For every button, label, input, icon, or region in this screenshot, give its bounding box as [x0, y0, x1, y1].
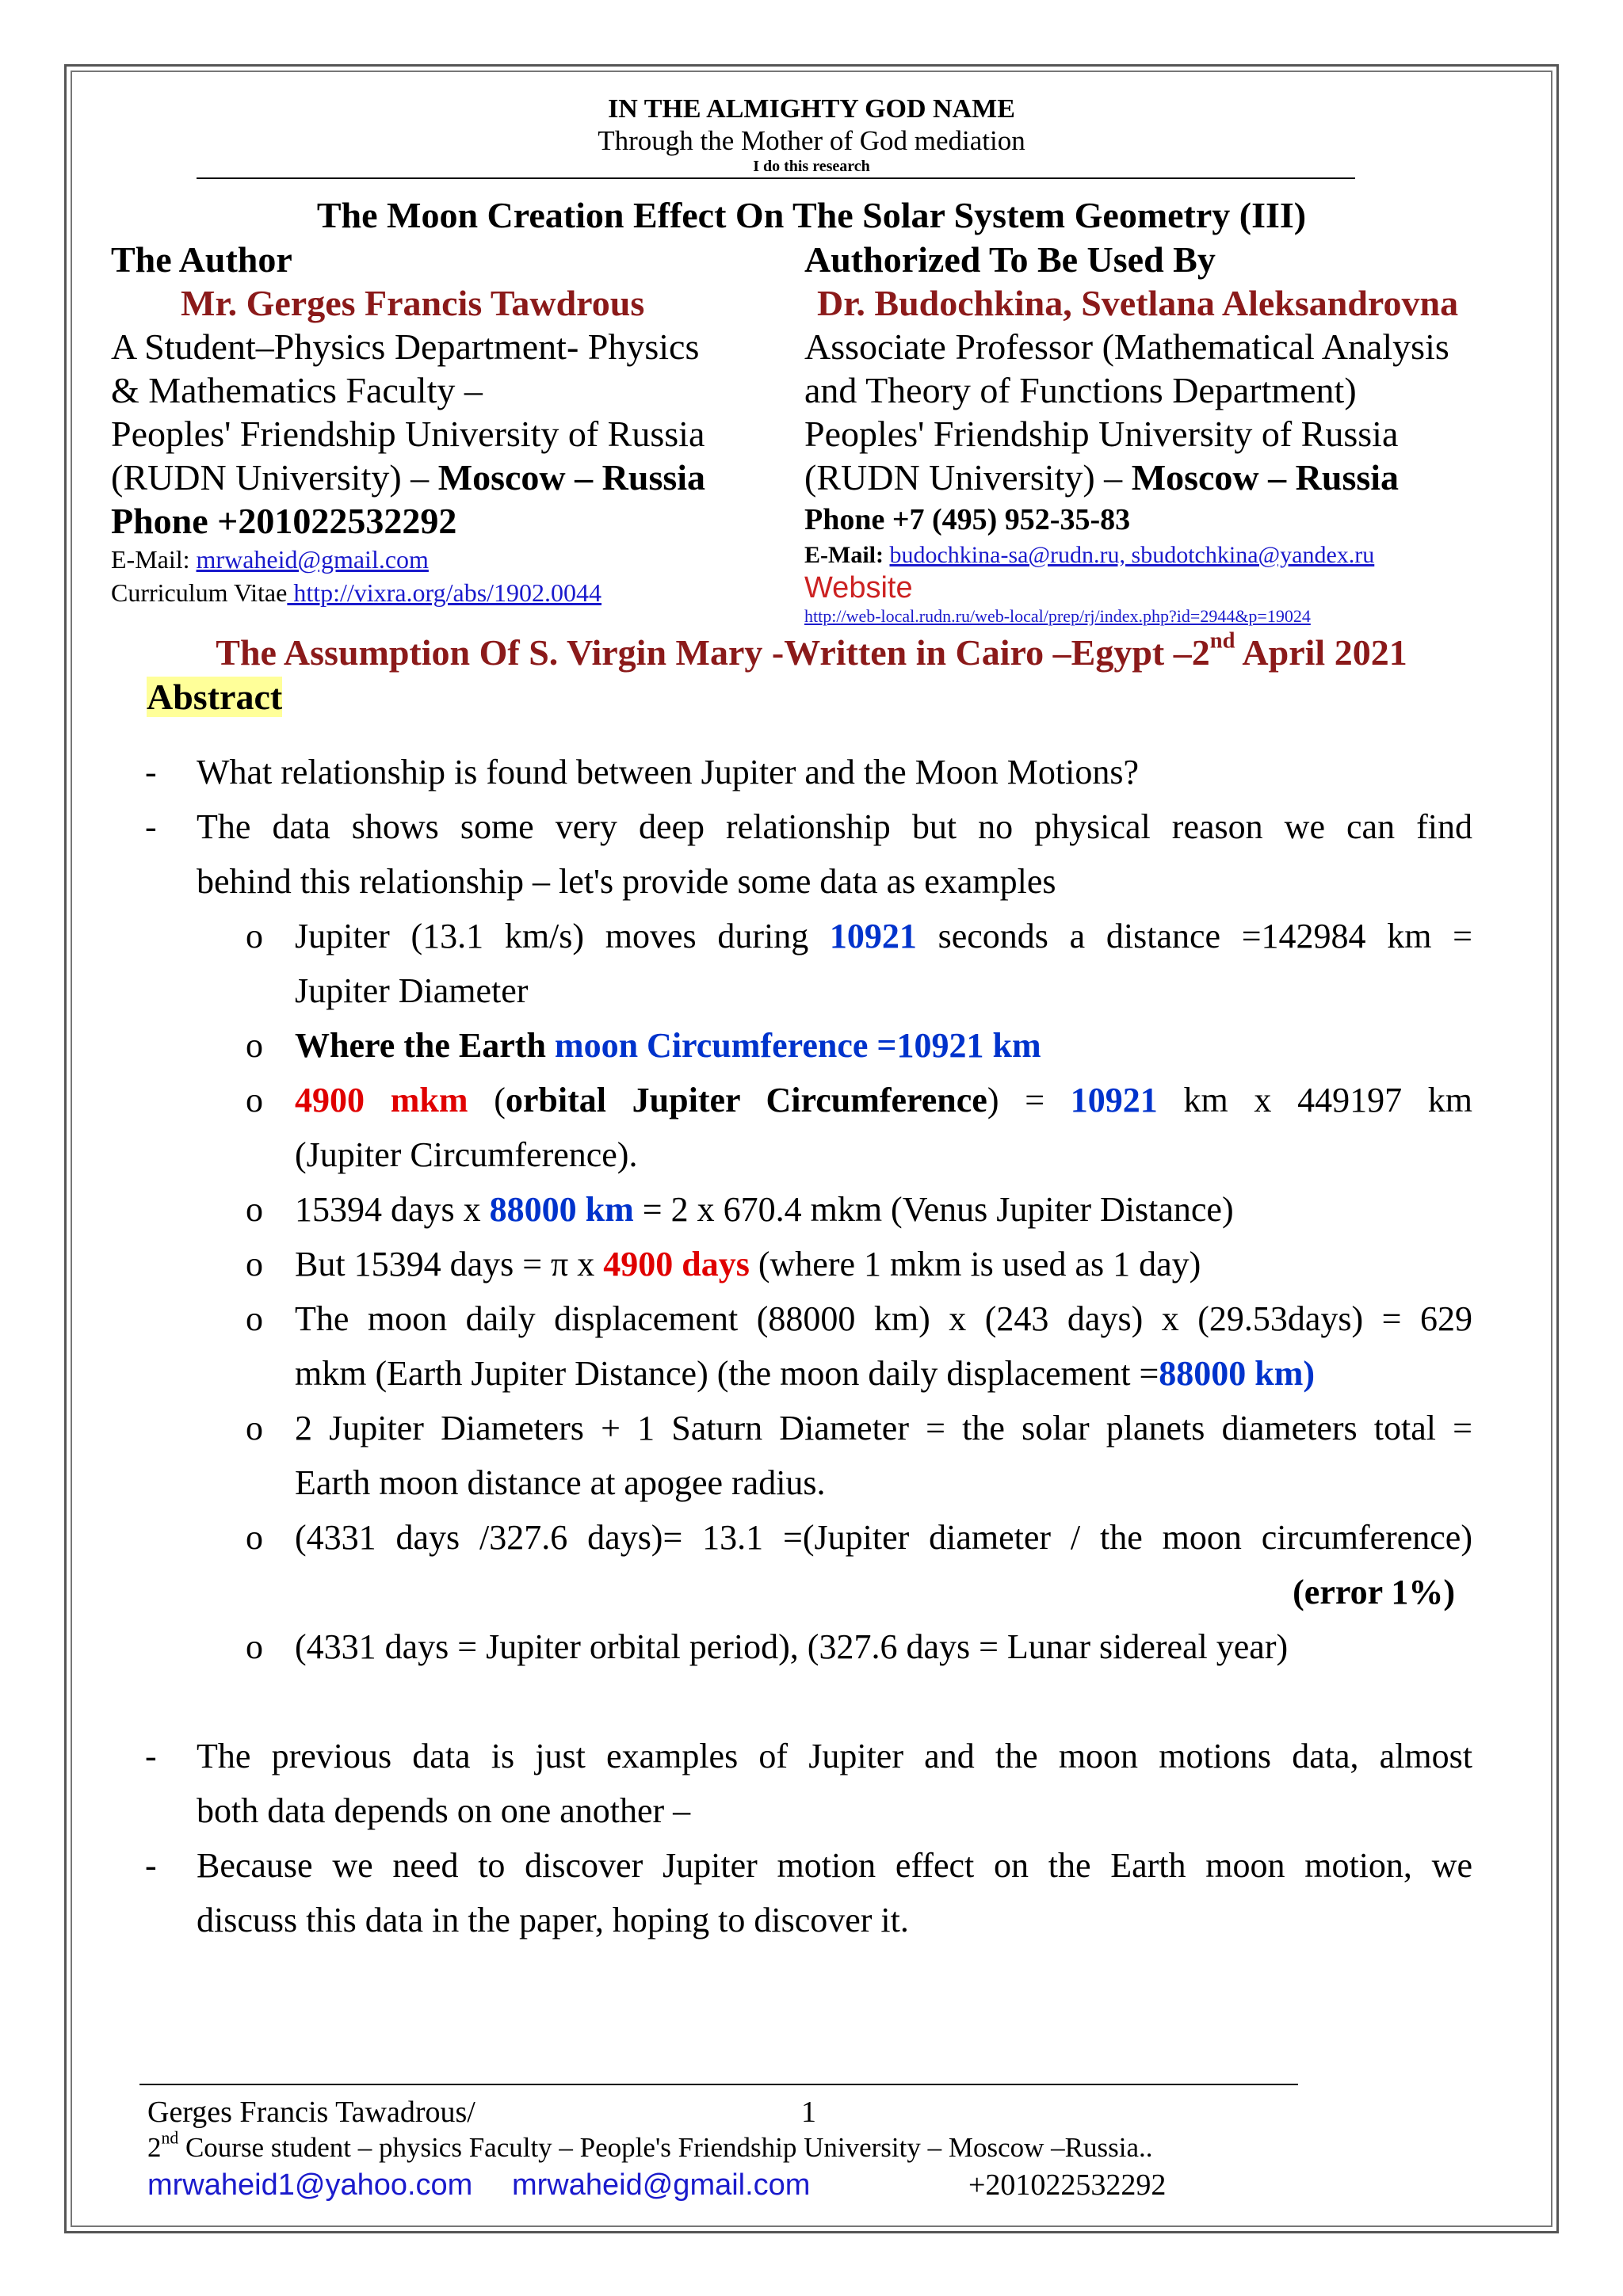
sub-4-text-a: 15394 days x [295, 1190, 490, 1229]
sub-item-9: (4331 days = Jupiter orbital period), (327.6 days = Lunar sidereal year) [295, 1627, 1289, 1666]
authorized-phone: Phone +7 (495) 952-35-83 [804, 503, 1131, 536]
sub-item-4 [295, 1182, 1472, 1237]
authorized-website-label: Website [804, 571, 913, 605]
dateline-month: April 2021 [1235, 632, 1407, 673]
bullet-2 [197, 799, 1472, 909]
author-affiliation-3: Peoples' Friendship University of Russia [111, 414, 705, 454]
sub-3-text-b: ( [468, 1081, 506, 1119]
author-email-link[interactable]: mrwaheid@gmail.com [196, 545, 429, 574]
footer-course-text: Course student – physics Faculty – People's Friendship University – Moscow –Russia.. [178, 2132, 1153, 2163]
authorized-website-link[interactable]: http://web-local.rudn.ru/web-local/prep/rj/index.php?id=2944&p=19024 [804, 606, 1311, 626]
author-affiliation-4 [111, 456, 753, 499]
sub-item-6-line-2 [295, 1346, 1472, 1401]
footer-rule [139, 2084, 1298, 2085]
circle-marker: o [246, 917, 263, 955]
bullet-3-line-1: The previous data is just examples of Jupiter and the moon motions data, almost [197, 1737, 1472, 1775]
sub-1-text-c: seconds a distance =142984 km = [916, 917, 1472, 955]
sub-item-7 [295, 1401, 1472, 1510]
authorized-affiliation-4 [804, 456, 1506, 499]
sub-2-text-a: Where the Earth [295, 1026, 555, 1065]
sub-item-8-error: (error 1%) [1293, 1573, 1455, 1611]
header-mediation: Through the Mother of God mediation [598, 125, 1025, 156]
header-rule [197, 177, 1355, 179]
sub-item-6-line-1: The moon daily displacement (88000 km) x (243 days) x (29.53days) = 629 [295, 1299, 1472, 1338]
sub-item-3-line-1 [295, 1073, 1472, 1127]
sub-6-text-a: mkm (Earth Jupiter Distance) (the moon daily displacement = [295, 1354, 1159, 1393]
circle-marker: o [246, 1026, 263, 1065]
author-affiliation-1: A Student–Physics Department- Physics [111, 326, 700, 367]
bullet-3 [197, 1729, 1472, 1838]
circle-marker: o [246, 1627, 263, 1666]
circle-marker: o [246, 1409, 263, 1447]
sub-6-value: 88000 km) [1159, 1354, 1316, 1393]
author-name: Mr. Gerges Francis Tawdrous [181, 283, 645, 323]
authorized-email-row [804, 540, 1506, 570]
footer-affiliation [147, 2128, 1153, 2164]
footer-phone: +201022532292 [968, 2168, 1167, 2202]
circle-marker: o [246, 1245, 263, 1283]
bullet-1: What relationship is found between Jupiter and the Moon Motions? [197, 753, 1139, 791]
footer-page-number: 1 [801, 2096, 816, 2129]
bullet-2-line-2: behind this relationship – let's provide some data as examples [197, 862, 1056, 901]
sub-item-1-line-2: Jupiter Diameter [295, 971, 529, 1010]
sub-item-1-line-1 [295, 909, 1472, 963]
author-email-row [111, 543, 753, 576]
authorized-email-link[interactable]: budochkina-sa@rudn.ru, sbudotchkina@yandex.ru [889, 542, 1375, 568]
authorized-city: Moscow – Russia [1131, 457, 1400, 498]
bullet-2-line-1: The data shows some very deep relationship but no physical reason we can find [197, 807, 1472, 846]
paper-title: The Moon Creation Effect On The Solar System Geometry (III) [316, 195, 1307, 235]
dash-marker: - [145, 807, 157, 846]
footer-course-num: 2 [147, 2132, 162, 2163]
sub-3-value-red: 4900 mkm [295, 1081, 468, 1119]
authorized-heading: Authorized To Be Used By [804, 239, 1216, 280]
footer-email-2[interactable]: mrwaheid@gmail.com [512, 2168, 811, 2202]
header-research: I do this research [753, 158, 870, 175]
authorized-affiliation-1: Associate Professor (Mathematical Analysis [804, 326, 1449, 367]
author-phone: Phone +201022532292 [111, 501, 457, 541]
author-city: Moscow – Russia [437, 457, 706, 498]
authorized-column [804, 238, 1506, 627]
authorized-email-label: E-Mail: [804, 542, 890, 568]
sub-item-3 [295, 1073, 1472, 1182]
author-cv-link[interactable]: http://vixra.org/abs/1902.0044 [287, 578, 602, 607]
sub-5-text-c: (where 1 mkm is used as 1 day) [749, 1245, 1201, 1283]
dash-marker: - [145, 1846, 157, 1885]
circle-marker: o [246, 1081, 263, 1119]
dateline-text: The Assumption Of S. Virgin Mary -Written in Cairo –Egypt –2 [216, 632, 1210, 673]
bullet-4-line-1: Because we need to discover Jupiter motion effect on the Earth moon motion, we [197, 1846, 1472, 1885]
sub-item-2 [295, 1018, 1472, 1073]
sub-item-7-line-2: Earth moon distance at apogee radius. [295, 1463, 826, 1502]
abstract-label: Abstract [147, 677, 283, 717]
author-cv-row [111, 576, 753, 609]
abstract-heading [147, 675, 282, 719]
author-column [111, 238, 753, 609]
sub-5-text-a: But 15394 days = π x [295, 1245, 604, 1283]
sub-item-8-line-1: (4331 days /327.6 days)= 13.1 =(Jupiter diameter / the moon circumference) [295, 1518, 1472, 1557]
authorized-name: Dr. Budochkina, Svetlana Aleksandrovna [817, 283, 1459, 323]
sub-4-text-c: = 2 x 670.4 mkm (Venus Jupiter Distance) [633, 1190, 1234, 1229]
sub-item-5 [295, 1237, 1472, 1291]
dateline [0, 628, 1623, 675]
footer-name: Gerges Francis Tawadrous/ [147, 2096, 475, 2129]
sub-1-value: 10921 [829, 917, 917, 955]
bullet-4-line-2: discuss this data in the paper, hoping to discover it. [197, 1901, 909, 1939]
circle-marker: o [246, 1518, 263, 1557]
sub-item-1 [295, 909, 1472, 1018]
author-cv-label: Curriculum Vitae [111, 578, 288, 607]
dateline-sup: nd [1209, 628, 1235, 654]
sub-item-8 [295, 1510, 1472, 1619]
author-heading: The Author [111, 239, 292, 280]
sub-3-text-f: km x 449197 km [1157, 1081, 1473, 1119]
header-god-name: IN THE ALMIGHTY GOD NAME [608, 94, 1015, 124]
sub-3-text-bold: orbital Jupiter Circumference [505, 1081, 987, 1119]
bullet-4 [197, 1838, 1472, 1947]
author-affiliation-2: & Mathematics Faculty – [111, 370, 483, 410]
footer-email-1[interactable]: mrwaheid1@yahoo.com [147, 2168, 473, 2202]
sub-4-value: 88000 km [489, 1190, 634, 1229]
author-email-label: E-Mail: [111, 545, 197, 574]
circle-marker: o [246, 1190, 263, 1229]
sub-5-value: 4900 days [603, 1245, 750, 1283]
authorized-affiliation-3: Peoples' Friendship University of Russia [804, 414, 1399, 454]
sub-3-value-blue: 10921 [1070, 1081, 1158, 1119]
author-university: (RUDN University) – [111, 457, 438, 498]
bullet-3-line-2: both data depends on one another – [197, 1791, 691, 1830]
dash-marker: - [145, 753, 157, 791]
sub-item-7-line-1: 2 Jupiter Diameters + 1 Saturn Diameter = the solar planets diameters total = [295, 1409, 1472, 1447]
sub-1-text-a: Jupiter (13.1 km/s) moves during [295, 917, 830, 955]
authorized-affiliation-2: and Theory of Functions Department) [804, 370, 1357, 410]
footer-course-sup: nd [161, 2128, 179, 2148]
dash-marker: - [145, 1737, 157, 1775]
sub-3-text-d: ) = [987, 1081, 1071, 1119]
sub-item-6 [295, 1291, 1472, 1401]
sub-2-value: moon Circumference =10921 km [554, 1026, 1041, 1065]
sub-item-3-line-2: (Jupiter Circumference). [295, 1135, 638, 1174]
authorized-university: (RUDN University) – [804, 457, 1132, 498]
circle-marker: o [246, 1299, 263, 1338]
